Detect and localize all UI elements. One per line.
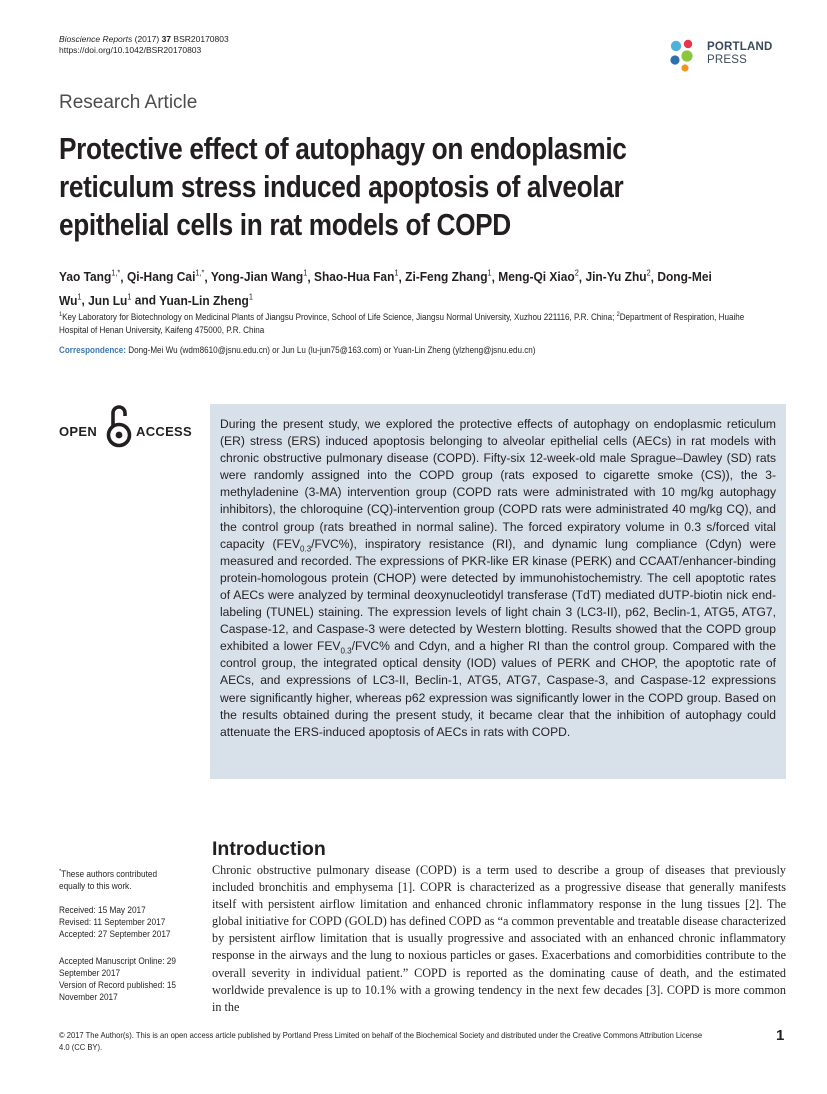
doi-link[interactable]: https://doi.org/10.1042/BSR20170803 <box>59 45 202 55</box>
affiliation-1-marker: 1 <box>59 312 63 318</box>
equal-contribution-note: *These authors contributed equally to this work. <box>59 868 158 891</box>
author-list: Yao Tang$^{1,*}$, Qi-Hang Cai$^{1,*}$, Yong-Jian Wang$^1$, Shao-Hua Fan$^1$, Zi-Feng Zhang$^1$, Meng-Qi Xiao$^2$, Jin-Yu Zhu$^2$, Dong-Mei Wu$^1$, Jun Lu$^1$ and Yuan-Lin Zheng$^1$ <box>59 269 712 308</box>
logo-line2: PRESS <box>707 54 747 66</box>
open-lock-icon <box>106 404 132 450</box>
abstract-text: During the present study, we explored the protective effects of autophagy on endoplasmic reticulum (ER) stress (ERS) induced apoptosis belonging to alveolar epithelial cells (AECs) in rat models with chronic obstructive pulmonary disease (COPD). Fifty-six 12-week-old male Sprague–Dawley (SD) rats were randomly assigned into the COPD group (rats exposed to cigarette smoke (CS)), the 3-methyladenine (3-MA) intervention group (COPD rats were administrated with 10 mg/kg autophagy inhibitors), the chloroquine (CQ)-intervention group (COPD rats were administrated 40 mg/kg CQ), and the control group (rats breathed in normal saline). The forced expiratory volume in 0.3 s/forced vital capacity $(FEV_{0.3}/FVC\%)$, inspiratory resistance (RI), and dynamic lung compliance (Cdyn) were measured and recorded. The expressions of PKR-like ER kinase (PERK) and CCAAT/enhancer-binding protein-homologous protein (CHOP) were detected by immunohistochemistry. The cell apoptotic rates of AECs were analyzed by terminal deoxynucleotidyl transferase (TdT) mediated dUTP-biotin nick end-labeling (TUNEL) staining. The expression levels of light chain 3 (LC3-II), p62, Beclin-1, ATG5, ATG7, Caspase-12, and Caspase-3 were detected by Western blotting. Results showed that the COPD group exhibited a lower $FEV_{0.3}/FVC\%$ and Cdyn, and a higher RI than the control group. Compared with the control group, the integrated optical density (IOD) values of PERK and CHOP, the apoptotic rate of AECs, and expressions of LC3-II, Beclin-1, ATG5, ATG7, Caspase-3, and Caspase-12 expressions were significantly higher, whereas p62 expression was significantly lower in the COPD group. Based on the results obtained during the present study, it became clear that the inhibition of autophagy could attenuate the ERS-induced apoptosis of AECs in rats with COPD. <box>220 417 777 739</box>
logo-wordmark <box>707 41 773 67</box>
open-access-word2: ACCESS <box>136 424 192 439</box>
authors-and: and <box>134 292 157 308</box>
author[interactable]: Jin-Yu Zhu$^2$ <box>585 269 651 285</box>
correspondence-text[interactable]: Dong-Mei Wu (wdm8610@jsnu.edu.cn) or Jun Lu (lu-jun75@163.com) or Yuan-Lin Zheng (ylzheng@jsnu.edu.cn) <box>128 345 536 355</box>
logo-dot-navy <box>670 55 679 64</box>
affiliation-2: Department of Respiration, Huaihe Hospital of Henan University, Kaifeng 475000, P.R. China <box>59 311 745 335</box>
author[interactable]: Yao Tang$^{1,*}$ <box>59 269 121 285</box>
logo-line1: PORTLAND <box>707 41 773 53</box>
accepted-date: Accepted: 27 September 2017 <box>59 929 171 939</box>
article-title: Protective effect of autophagy on endoplasmic reticulum stress induced apoptosis of alveolar epithelial cells in rat models of COPD <box>59 132 627 242</box>
author[interactable]: Zi-Feng Zhang$^1$ <box>405 269 492 285</box>
article-id: BSR20170803 <box>173 34 229 44</box>
history-dates <box>59 904 185 940</box>
article-type: Research Article <box>59 92 198 113</box>
open-access-badge <box>59 404 199 450</box>
open-access-word1: OPEN <box>59 424 98 439</box>
publication-dates <box>59 955 185 1003</box>
logo-dot-orange <box>681 64 688 71</box>
logo-dot-blue <box>671 41 681 51</box>
revised-date: Revised: 11 September 2017 <box>59 917 166 927</box>
license-footer: © 2017 The Author(s). This is an open access article published by Portland Press Limited on behalf of the Biochemical Society and distributed under the Creative Commons Attribution License 4.0 (CC BY). <box>59 1031 703 1052</box>
publisher-logo[interactable] <box>668 38 793 72</box>
author[interactable]: Meng-Qi Xiao$^2$ <box>498 269 579 285</box>
author[interactable]: Jun Lu$^1$ <box>88 292 132 308</box>
logo-dot-red <box>684 40 692 48</box>
affiliations <box>59 309 767 337</box>
logo-dot-green <box>681 50 692 61</box>
correspondence <box>59 344 767 357</box>
version-of-record: Version of Record published: 15 November 2017 <box>59 980 177 1002</box>
accepted-manuscript-online: Accepted Manuscript Online: 29 September 2017 <box>59 956 177 978</box>
author[interactable]: Yong-Jian Wang$^1$ <box>210 269 308 285</box>
author[interactable]: Shao-Hua Fan$^1$ <box>313 269 399 285</box>
affiliation-1: Key Laboratory for Biotechnology on Medicinal Plants of Jiangsu Province, School of Life Science, Jiangsu Normal University, Xuzhou 221116, P.R. China; <box>62 311 615 322</box>
page-number: 1 <box>776 1027 785 1044</box>
journal-volume: 37 <box>161 34 172 44</box>
journal-year: (2017) <box>134 34 160 44</box>
affiliation-2-marker: 2 <box>616 312 620 318</box>
introduction-heading: Introduction <box>212 838 326 860</box>
journal-header <box>59 34 229 56</box>
author[interactable]: Yuan-Lin Zheng$^1$ <box>159 292 253 308</box>
abstract-box <box>210 404 786 779</box>
correspondence-label: Correspondence: <box>59 345 127 355</box>
received-date: Received: 15 May 2017 <box>59 905 146 915</box>
author[interactable]: Qi-Hang Cai$^{1,*}$ <box>126 269 205 285</box>
journal-citation <box>59 34 229 45</box>
logo-dots-icon <box>668 38 704 72</box>
author[interactable]: Dong-Mei Wu$^1$ <box>59 269 712 308</box>
introduction-text: Chronic obstructive pulmonary disease (COPD) is a term used to describe a group of diseases that previously included bronchitis and emphysema [1]. COPR is characterized as a progressive disease that generally manifests itself with persistent airflow limitation and enhanced chronic inflammatory response in the lung tissues [2]. The global initiative for COPD (GOLD) has defined COPD as “a common preventable and treatable disease characterized by persistent airflow limitation that is usually progressive and associated with an enhanced chronic inflammatory response in the airways and the lung to noxious particles or gases. Exacerbations and comorbidities contribute to the overall severity in individual patient.” COPD is reported as the dominating cause of death, and the estimated worldwide prevalence is up to 10.1% with a growing tendency in the next few decades [3]. COPD is more common in the <box>212 863 786 1014</box>
journal-name: Bioscience Reports <box>59 34 133 44</box>
